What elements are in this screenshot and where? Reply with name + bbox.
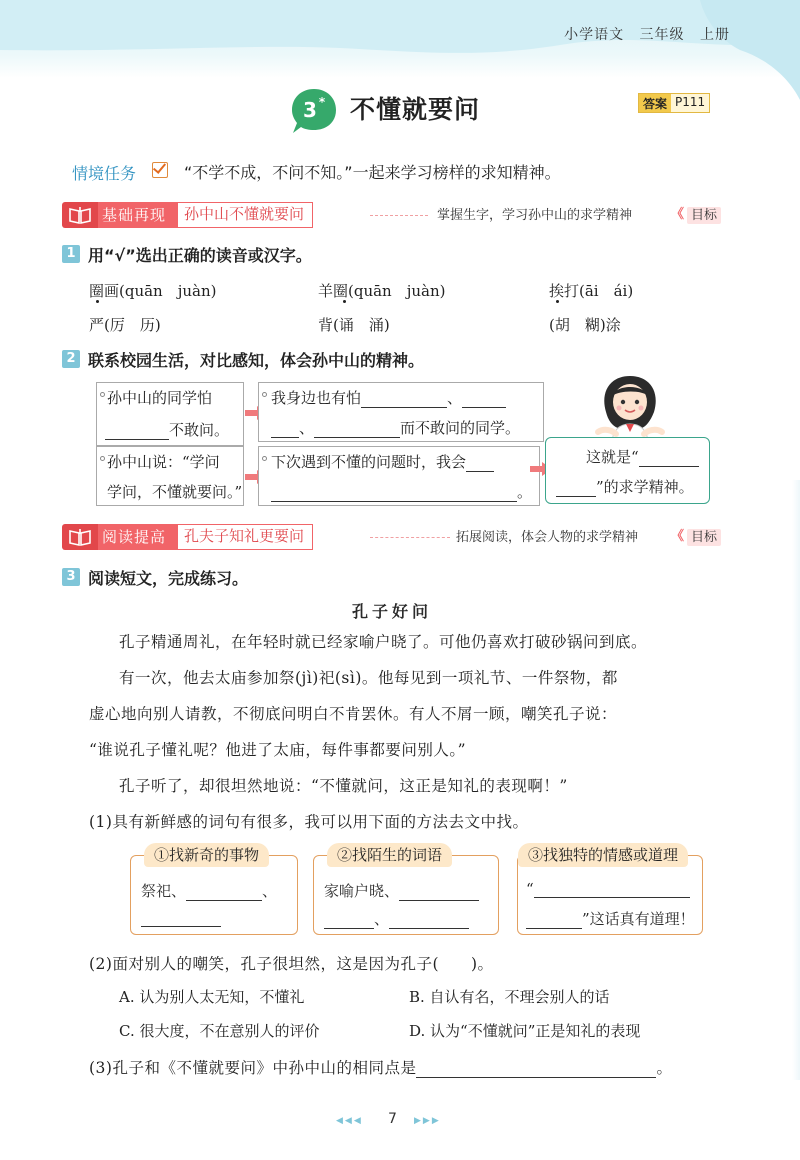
lesson-number: 3: [303, 98, 317, 122]
header-book-info: [554, 24, 730, 44]
bullet-icon: [100, 456, 105, 461]
box-text: 下次遇到不懂的问题时，我会: [271, 453, 467, 471]
section-name: 基础再现: [98, 202, 172, 228]
character-item[interactable]: (胡 糊)涂: [549, 316, 621, 334]
section-banner-basic: [62, 202, 313, 228]
reading-paragraph: 虚心地向别人请教，不彻底问明白不肯罢休。有人不屑一顾，嘲笑孔子说：: [89, 705, 618, 723]
box-text: 孙中山说：“学问: [107, 453, 220, 471]
header-volume: 上册: [700, 27, 730, 43]
reading-paragraph: “谁说孔子懂礼呢？他进了太庙，每件事都要问别人。”: [89, 741, 467, 759]
reading-paragraph: 孔子听了，却很坦然地说：“不懂就问，这正是知礼的表现啊！”: [119, 777, 568, 795]
emphasis-dot: [343, 300, 346, 303]
box-text: ”这话真有道理！: [582, 910, 695, 928]
prompt-box-classmates: [96, 382, 244, 446]
section-separator: [172, 524, 178, 550]
answer-label: 答案: [639, 94, 671, 112]
section-separator: [172, 202, 178, 228]
option-b[interactable]: B. 自认有名，不理会别人的话: [409, 988, 610, 1006]
question-number: 1: [62, 245, 80, 263]
method-box-new-words: [313, 855, 499, 935]
bullet-icon: [100, 392, 105, 397]
box-text: 、: [299, 419, 315, 437]
emphasis-dot: [96, 300, 99, 303]
blank-field[interactable]: [399, 900, 479, 901]
method-tab: ③找独特的情感或道理: [518, 843, 688, 867]
pinyin-item[interactable]: 挨打(āi ái): [549, 282, 634, 300]
reading-paragraph: 有一次，他去太庙参加祭(jì)祀(sì)。他每见到一项礼节、一件祭物，都: [119, 669, 618, 687]
question-number: 3: [62, 568, 80, 586]
lesson-star: *: [318, 95, 326, 109]
task-label: 情境任务: [72, 164, 137, 183]
question-prompt: 阅读短文，完成练习。: [88, 569, 249, 588]
box-text: 而不敢问的同学。: [400, 419, 521, 437]
box-text: 这就是“: [586, 448, 639, 466]
bullet-icon: [262, 456, 267, 461]
box-text: 。: [517, 483, 533, 501]
method-box-special-feelings: [517, 855, 703, 935]
blank-field[interactable]: [526, 928, 582, 929]
box-text: “: [526, 880, 534, 898]
blank-field[interactable]: [141, 926, 221, 927]
method-tab: ②找陌生的词语: [327, 843, 452, 867]
pinyin-item[interactable]: 羊圈(quān juàn): [318, 282, 446, 300]
box-text: 学问，不懂就要问。”: [107, 483, 243, 501]
dashed-divider: [370, 215, 428, 216]
student-girl-illustration: [590, 372, 670, 444]
blank-field[interactable]: [271, 501, 517, 502]
dashed-divider: [370, 537, 450, 538]
box-text: 、: [447, 389, 463, 407]
task-text: “不学不成，不问不知。”一起来学习榜样的求知精神。: [184, 163, 561, 182]
open-book-icon: [62, 524, 98, 550]
question-prompt: 联系校园生活，对比感知，体会孙中山的精神。: [88, 351, 425, 370]
sub-question-3: (3)孔子和《不懂就要问》中孙中山的相同点是: [89, 1059, 417, 1077]
footer-left-arrows-icon: ◀◀◀: [336, 1116, 363, 1126]
blank-field[interactable]: [534, 897, 690, 898]
box-text: 祭祀、: [141, 882, 187, 900]
page-number: 7: [388, 1111, 397, 1127]
blank-field[interactable]: [271, 437, 299, 438]
answer-page: P111: [671, 94, 709, 112]
spirit-answer-box: [545, 437, 710, 504]
question-prompt: 用“√”选出正确的读音或汉字。: [88, 246, 312, 265]
blank-field[interactable]: [361, 407, 447, 408]
lesson-number-bubble-icon: [289, 86, 339, 136]
checkbox-icon: [152, 162, 168, 178]
header-grade: 三年级: [639, 27, 685, 43]
blank-field[interactable]: [556, 496, 596, 497]
box-text: 家喻户晓、: [324, 882, 400, 900]
lesson-title: 不懂就要问: [350, 95, 481, 124]
sub-question-1: (1)具有新鲜感的词句有很多，我可以用下面的方法去文中找。: [89, 813, 529, 831]
blank-field[interactable]: [462, 407, 506, 408]
section-subtitle: 孔夫子知礼更要问: [178, 524, 313, 550]
goal-tag-label: 目标: [687, 529, 721, 546]
prompt-box-my-classmates: [258, 382, 544, 442]
goal-tag: [673, 204, 721, 223]
section-name: 阅读提高: [98, 524, 172, 550]
goal-tag: [673, 526, 721, 545]
box-text: 孙中山的同学怕: [107, 389, 213, 407]
box-text: 、: [262, 882, 278, 900]
character-item[interactable]: 背(诵 涌): [318, 316, 390, 334]
blank-field[interactable]: [416, 1060, 656, 1078]
box-text: 、: [374, 910, 390, 928]
box-text: 不敢问。: [169, 421, 230, 439]
answer-page-tag[interactable]: [638, 93, 710, 113]
box-text: ”的求学精神。: [596, 478, 694, 496]
method-box-new-things: [130, 855, 298, 935]
sub-question-3-line: [89, 1056, 672, 1078]
section-banner-reading: [62, 524, 313, 550]
section-subtitle: 孙中山不懂就要问: [178, 202, 313, 228]
prompt-box-next-time: [258, 446, 540, 506]
footer-right-arrows-icon: ▶▶▶: [414, 1116, 441, 1126]
goal-tag-label: 目标: [687, 207, 721, 224]
blank-field[interactable]: [389, 928, 469, 929]
blank-field[interactable]: [639, 466, 699, 467]
blank-field[interactable]: [324, 928, 374, 929]
section-goal: 掌握生字，学习孙中山的求学精神: [437, 208, 633, 223]
pinyin-item[interactable]: 圈画(quān juàn): [89, 282, 217, 300]
question-number: 2: [62, 350, 80, 368]
option-d[interactable]: D. 认为“不懂就问”正是知礼的表现: [409, 1022, 641, 1040]
section-goal: 拓展阅读，体会人物的求学精神: [456, 530, 639, 545]
blank-field[interactable]: [186, 900, 262, 901]
header-subject: 小学语文: [564, 27, 625, 43]
character-item[interactable]: 严(厉 历): [89, 316, 161, 334]
prompt-box-sun-says: [96, 446, 244, 506]
blank-field[interactable]: [314, 437, 400, 438]
page-edge-shadow: [792, 480, 800, 1080]
blank-field[interactable]: [466, 471, 494, 472]
option-a[interactable]: A. 认为别人太无知，不懂礼: [119, 988, 305, 1006]
emphasis-dot: [556, 300, 559, 303]
bullet-icon: [262, 392, 267, 397]
reading-title: 孔子好问: [352, 602, 433, 621]
reading-paragraph: 孔子精通周礼，在年轻时就已经家喻户晓了。可他仍喜欢打破砂锅问到底。: [119, 633, 648, 651]
open-book-icon: [62, 202, 98, 228]
sub-question-2: (2)面对别人的嘲笑，孔子很坦然，这是因为孔子( )。: [89, 955, 494, 973]
blank-field[interactable]: [105, 439, 169, 440]
box-text: 我身边也有怕: [271, 389, 362, 407]
option-c[interactable]: C. 很大度，不在意别人的评价: [119, 1022, 320, 1040]
sentence-end: 。: [656, 1059, 673, 1077]
method-tab: ①找新奇的事物: [144, 843, 269, 867]
